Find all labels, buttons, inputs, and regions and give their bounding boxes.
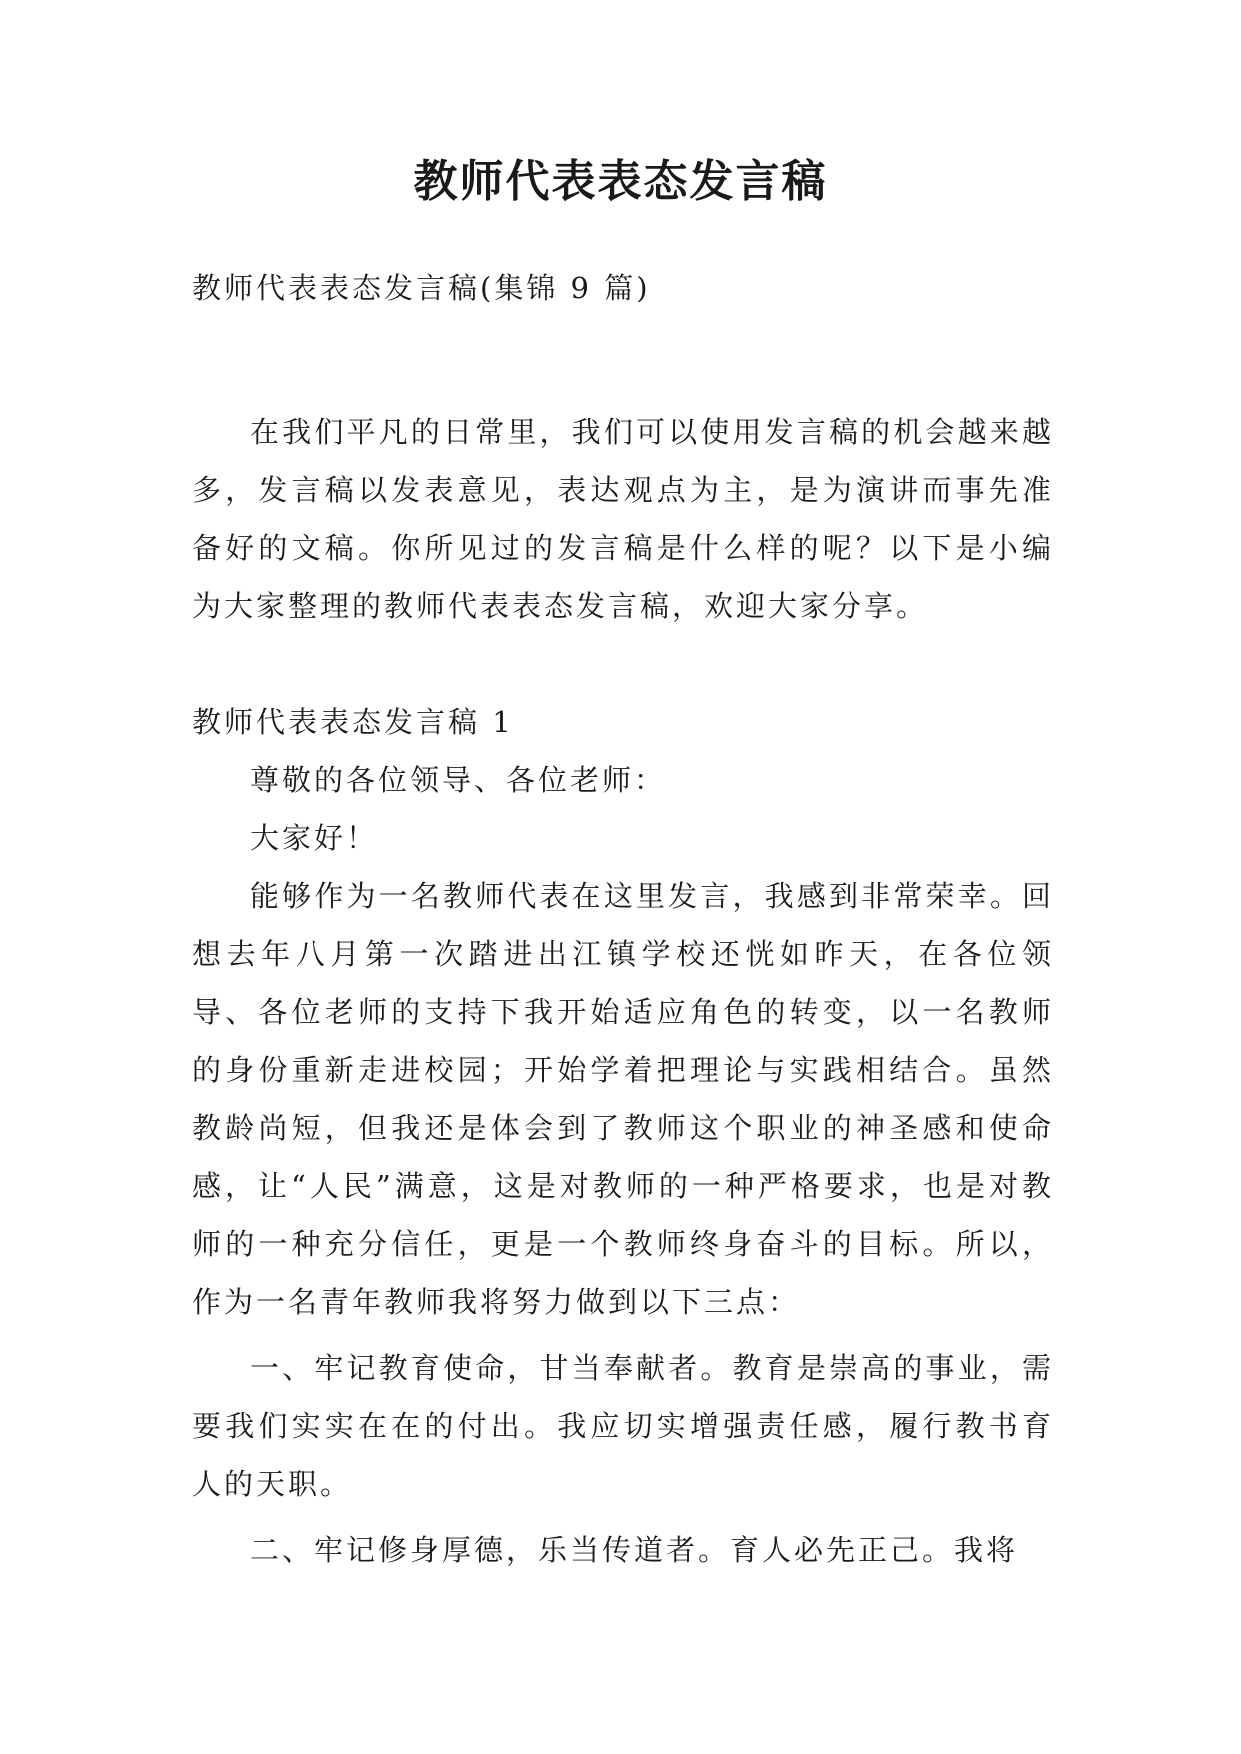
subtitle-text: 教师代表表态发言稿(集锦 9 篇) [192,271,651,305]
article-greeting: 大家好！ [250,821,379,855]
intro-paragraph: 在我们平凡的日常里，我们可以使用发言稿的机会越来越多，发言稿以发表意见，表达观点为主，是为演讲而事先准备好的文稿。你所见过的发言稿是什么样的呢？以下是小编为大家整理的教师代表表态发言稿，欢迎大家分享。 [192,415,1054,623]
article-paragraph: 一、牢记教育使命，甘当奉献者。教育是崇高的事业，需要我们实实在在的付出。我应切实增强责任感，履行教书育人的天职。 [192,1351,1054,1501]
article-section [192,693,1054,1579]
article-paragraph: 能够作为一名教师代表在这里发言，我感到非常荣幸。回想去年八月第一次踏进出江镇学校还恍如昨天，在各位领导、各位老师的支持下我开始适应角色的转变，以一名教师的身份重新走进校园；开始学着把理论与实践相结合。虽然教龄尚短，但我还是体会到了教师这个职业的神圣感和使命感，让“人民”满意，这是对教师的一种严格要求，也是对教师的一种充分信任，更是一个教师终身奋斗的目标。所以，作为一名青年教师我将努力做到以下三点： [192,879,1054,1319]
article-heading: 教师代表表态发言稿 1 [192,705,514,739]
article-salutation: 尊敬的各位领导、各位老师： [250,763,667,797]
document-title: 教师代表表态发言稿 [413,156,828,207]
intro-section [192,403,1054,635]
document-subtitle [192,259,1054,317]
article-paragraph: 二、牢记修身厚德，乐当传道者。育人必先正己。我将 [250,1533,1019,1567]
